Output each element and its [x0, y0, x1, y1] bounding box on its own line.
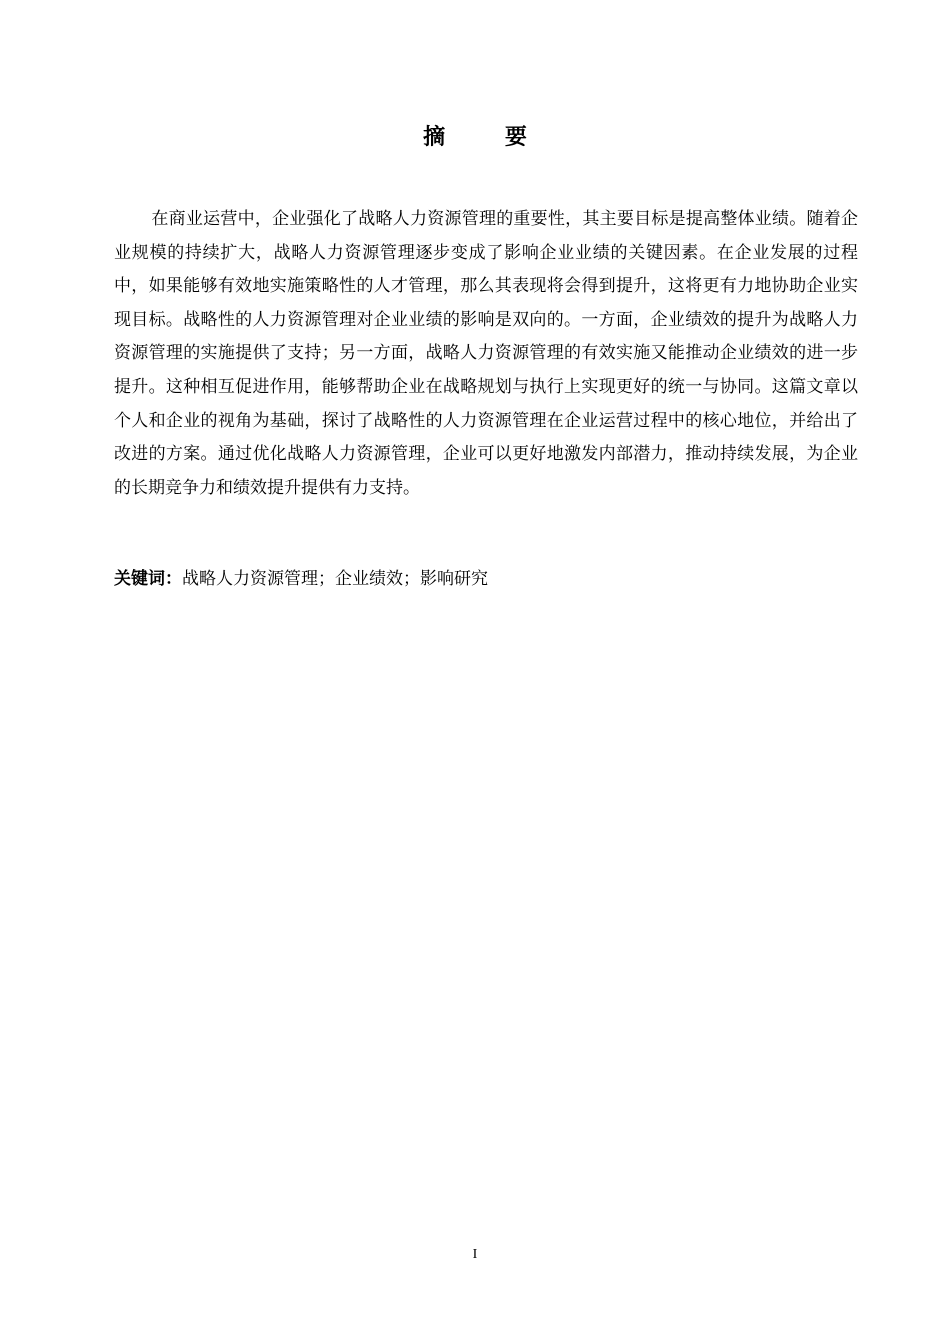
- abstract-body: 在商业运营中，企业强化了战略人力资源管理的重要性，其主要目标是提高整体业绩。随着企业规模的持续扩大，战略人力资源管理逐步变成了影响企业业绩的关键因素。在企业发展的过程中，如果能够有效地实施策略性的人才管理，那么其表现将会得到提升，这将更有力地协助企业实现目标。战略性的人力资源管理对企业业绩的影响是双向的。一方面，企业绩效的提升为战略人力资源管理的实施提供了支持；另一方面，战略人力资源管理的有效实施又能推动企业绩效的进一步提升。这种相互促进作用，能够帮助企业在战略规划与执行上实现更好的统一与协同。这篇文章以个人和企业的视角为基础，探讨了战略性的人力资源管理在企业运营过程中的核心地位，并给出了改进的方案。通过优化战略人力资源管理，企业可以更好地激发内部潜力，推动持续发展，为企业的长期竞争力和绩效提升提供有力支持。: [114, 209, 858, 498]
- page-number: I: [472, 1247, 478, 1262]
- keywords-line: [114, 563, 858, 596]
- keywords-label: 关键词：: [114, 569, 182, 589]
- keywords-text: 战略人力资源管理；企业绩效；影响研究: [182, 569, 488, 589]
- abstract-title: 摘 要: [423, 125, 553, 150]
